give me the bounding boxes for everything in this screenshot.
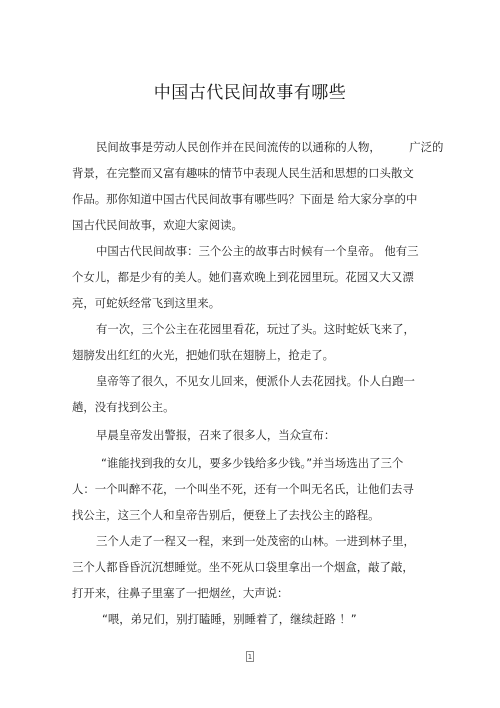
document-title: 中国古代民间故事有哪些 [153, 83, 347, 103]
paragraph-line: 趟，没有找到公主。 [72, 400, 175, 414]
page-number: 1 [247, 653, 253, 661]
paragraph-line: 翅膀发出红红的火光，把她们驮在翅膀上，抢走了。 [72, 348, 334, 362]
paragraph-line: 民间故事是劳动人民创作并在民间流传的以通称的人物， 广泛的 [96, 140, 444, 154]
paragraph-line: 早晨皇帝发出警报，召来了很多人，当众宣布： [96, 428, 336, 442]
paragraph-line: “喂，弟兄们，别打瞌睡，别睡着了，继续赶路 ！” [102, 612, 357, 626]
paragraph-line: 人：一个叫醉不花，一个叫坐不死，还有一个叫无名氏，让他们去寻 [72, 482, 414, 496]
paragraph-line: 找公主，这三个人和皇帝告别后，便登上了去找公主的路程。 [72, 508, 380, 522]
paragraph-line: 中国古代民间故事：三个公主的故事古时候有一个皇帝。 他有三 [96, 244, 419, 258]
paragraph-line: 三个人都昏昏沉沉想睡觉。坐不死从口袋里拿出一个烟盒，敲了敲， [72, 560, 414, 574]
paragraph-line: 个女儿，都是少有的美人。她们喜欢晚上到花园里玩。花园又大又漂 [72, 270, 414, 284]
paragraph-line: 国古代民间故事，欢迎大家阅读。 [72, 218, 243, 232]
paragraph-line: 有一次，三个公主在花园里看花，玩过了头。这时蛇妖飞来了， [96, 322, 415, 336]
paragraph-line: 三个人走了一程又一程，来到一处茂密的山林。一进到林子里， [96, 534, 415, 548]
paragraph-line: “谁能找到我的女儿，要多少钱给多少钱。”并当场选出了三个 [101, 456, 404, 470]
paragraph-line: 背景，在完整而又富有趣味的情节中表现人民生活和思想的口头散文 [72, 166, 414, 180]
paragraph-line: 作品。那你知道中国古代民间故事有哪些吗？下面是 给大家分享的中 [72, 192, 418, 206]
paragraph-line: 皇帝等了很久，不见女儿回来，便派仆人去花园找。仆人白跑一 [96, 374, 415, 388]
paragraph-line: 亮，可蛇妖经常飞到这里来。 [72, 296, 221, 310]
paragraph-line: 打开来，往鼻子里塞了一把烟丝，大声说： [72, 586, 289, 600]
